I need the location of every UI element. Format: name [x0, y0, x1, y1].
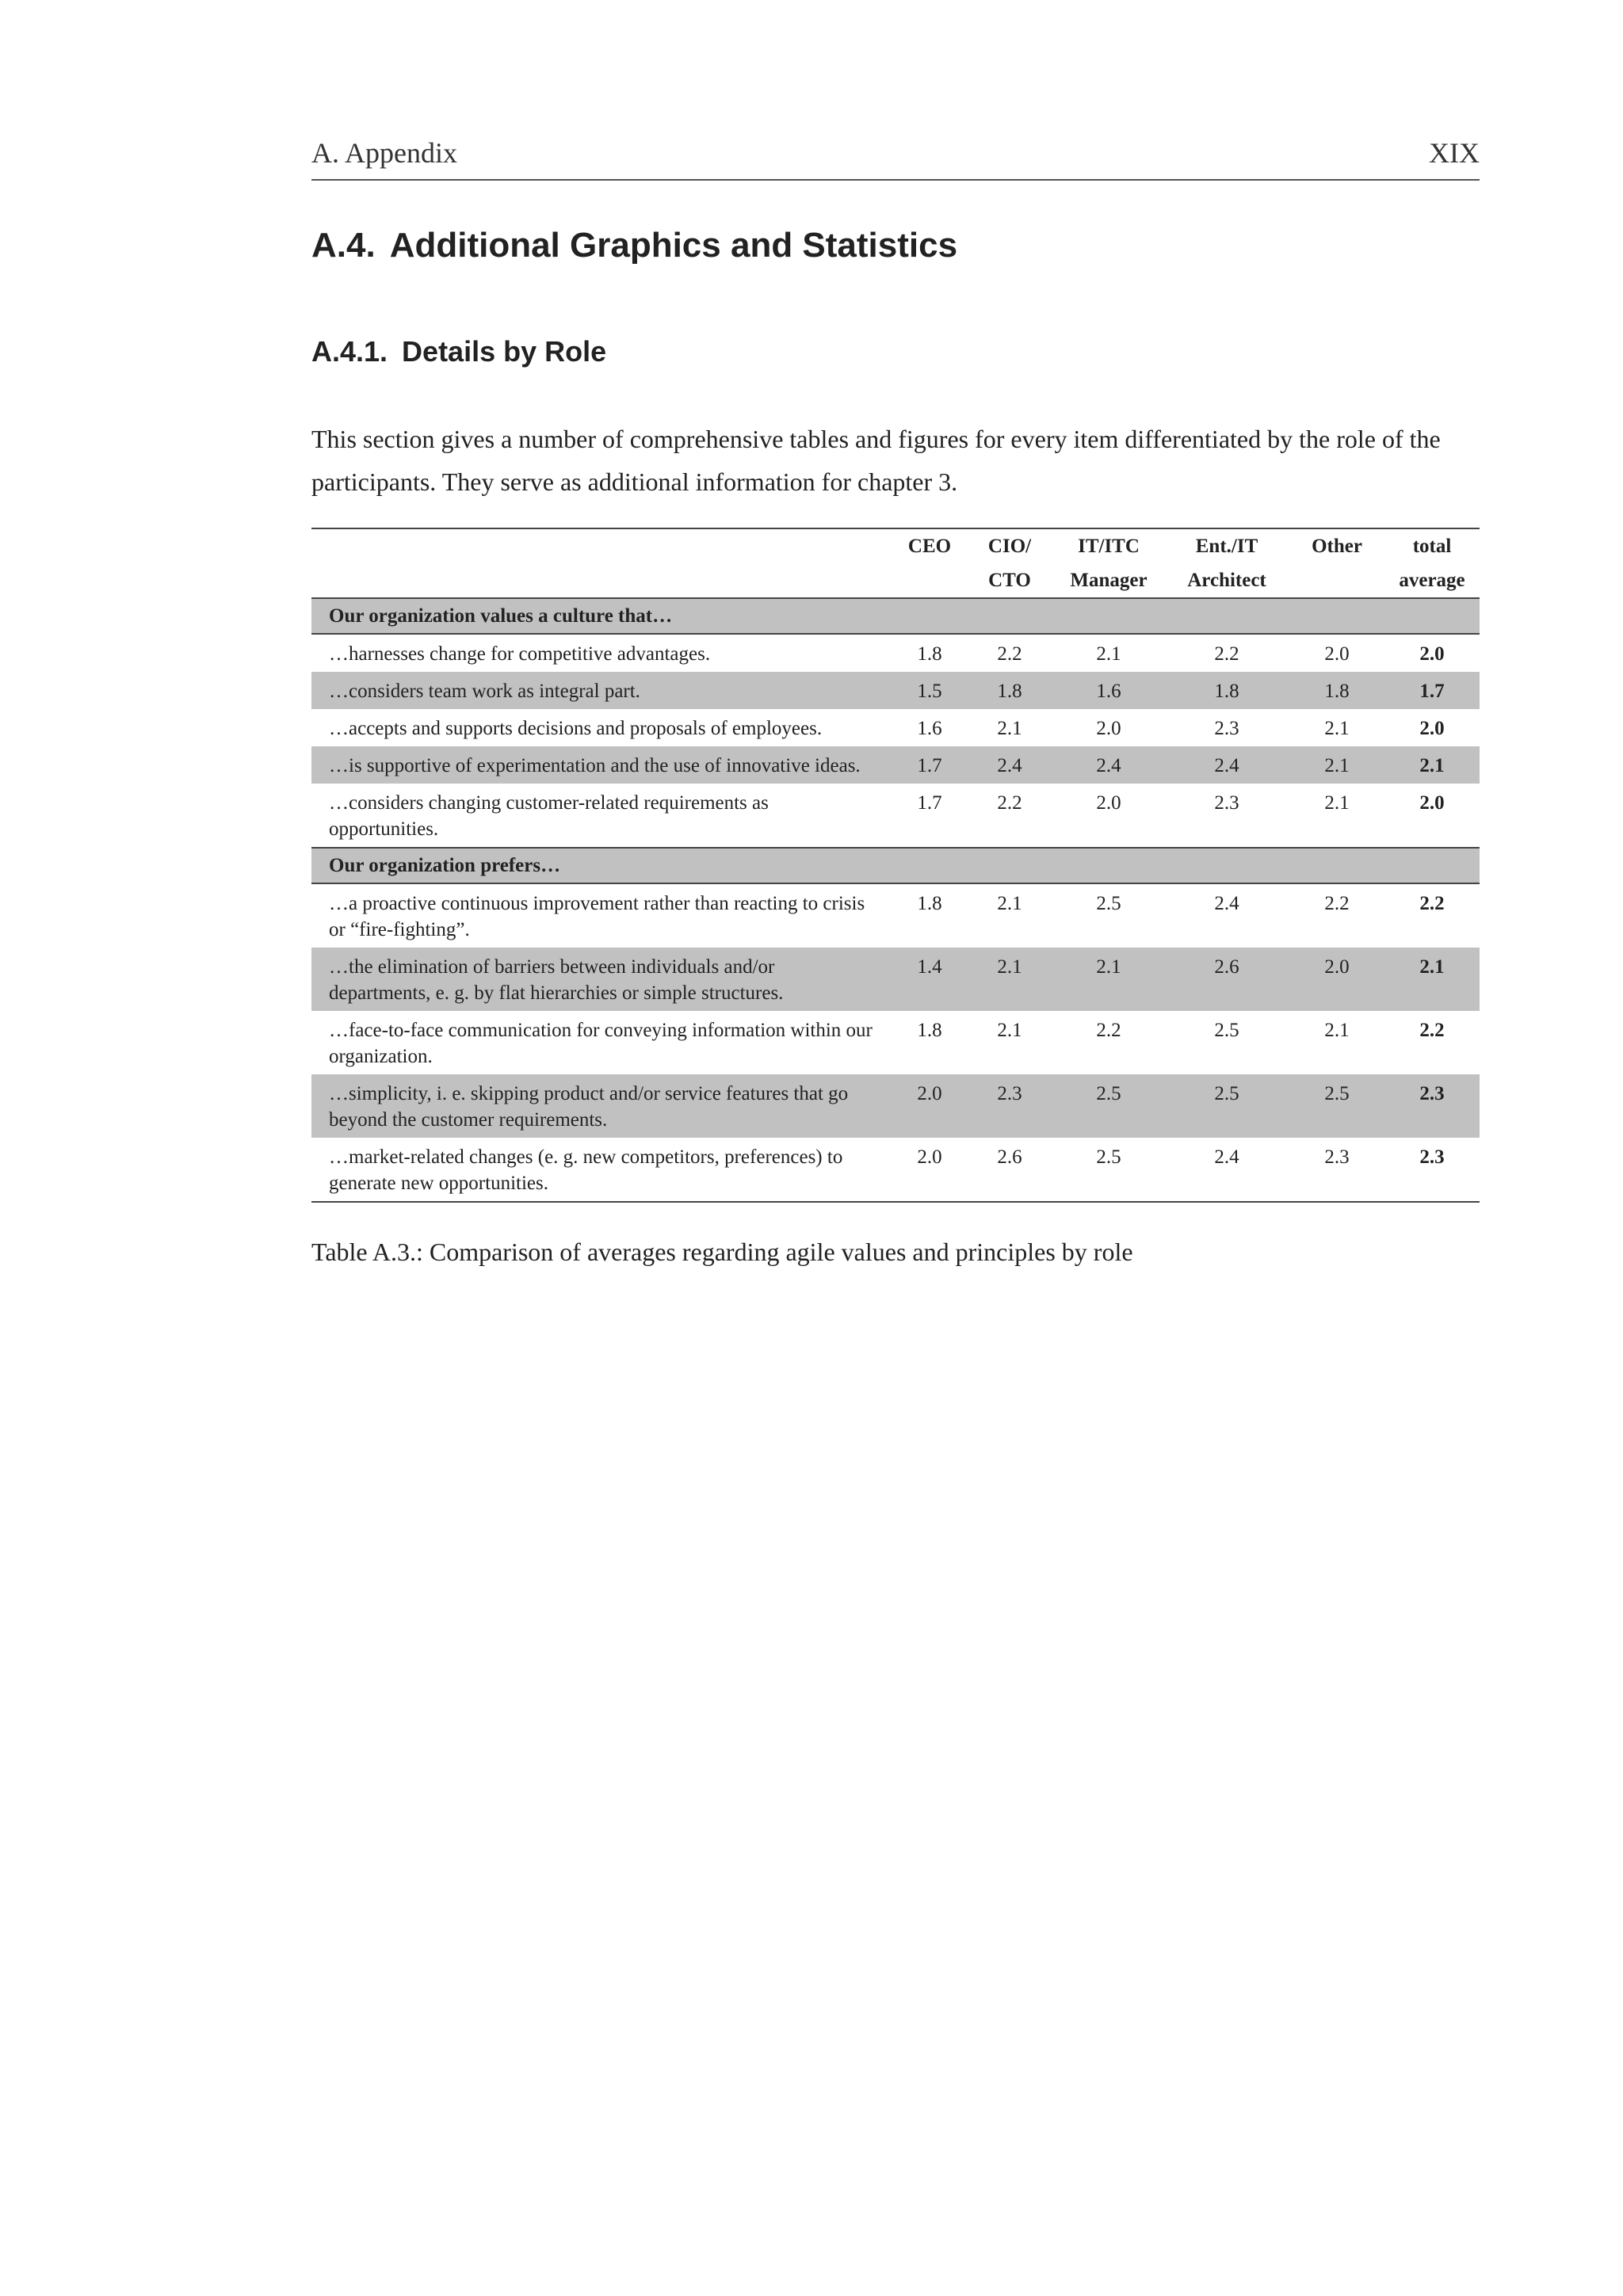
section-number: A.4.	[311, 226, 376, 265]
header-cell: Ent./IT	[1164, 528, 1289, 563]
value-cell: 2.3	[1214, 792, 1239, 814]
item-label: …a proactive continuous improvement rather than reacting to crisis or “fire-fighting”.	[329, 893, 865, 940]
value-cell: 2.1	[997, 893, 1022, 914]
header-row-1	[311, 528, 1480, 563]
header-cell: CIO/	[966, 528, 1053, 563]
value-cell: 1.7	[917, 792, 942, 814]
header-cell-item	[311, 528, 893, 563]
value-cell: 2.4	[1053, 746, 1164, 784]
group-header-row	[311, 598, 1480, 634]
table-row	[311, 1074, 1480, 1138]
section-title: Additional Graphics and Statistics	[389, 226, 958, 265]
value-cell: 2.3	[1214, 718, 1239, 739]
header-cell: Manager	[1053, 563, 1164, 598]
header-cell: Other	[1289, 528, 1384, 563]
running-header-chapter: A. Appendix	[311, 137, 457, 169]
group-header-row	[311, 848, 1480, 883]
header-cell: Architect	[1164, 563, 1289, 598]
table-row	[311, 784, 1480, 848]
subsection-heading	[311, 335, 606, 368]
item-label: …accepts and supports decisions and proposals of employees.	[329, 718, 823, 739]
section-heading	[311, 226, 957, 265]
value-cell: 2.0	[1289, 948, 1384, 1011]
value-cell: 1.8	[1289, 672, 1384, 709]
table-container	[311, 528, 1480, 1203]
table-row	[311, 672, 1480, 709]
item-label: …face-to-face communication for conveying information within our organization.	[329, 1020, 873, 1067]
total-average-cell: 2.1	[1384, 746, 1480, 784]
header-row-2	[311, 563, 1480, 598]
value-cell: 2.2	[997, 643, 1022, 665]
comparison-table	[311, 528, 1480, 1203]
item-label: …considers team work as integral part.	[311, 672, 893, 709]
value-cell: 1.4	[893, 948, 966, 1011]
value-cell: 2.0	[1324, 643, 1350, 665]
value-cell: 2.5	[1214, 1020, 1239, 1041]
total-average-cell: 2.0	[1419, 718, 1445, 739]
total-average-cell: 2.2	[1419, 893, 1445, 914]
value-cell: 2.1	[1324, 1020, 1350, 1041]
table-row	[311, 709, 1480, 746]
header-cell-item	[311, 563, 893, 598]
value-cell: 1.8	[917, 643, 942, 665]
total-average-cell: 2.2	[1419, 1020, 1445, 1041]
item-label: …the elimination of barriers between individuals and/or departments, e. g. by flat hierarchies or simple structures.	[311, 948, 893, 1011]
header-cell	[1289, 563, 1384, 598]
value-cell: 2.6	[966, 1138, 1053, 1202]
value-cell: 2.1	[1053, 948, 1164, 1011]
value-cell: 1.5	[893, 672, 966, 709]
item-label: …is supportive of experimentation and the use of innovative ideas.	[311, 746, 893, 784]
value-cell: 2.1	[997, 1020, 1022, 1041]
value-cell: 2.2	[1096, 1020, 1121, 1041]
value-cell: 1.7	[893, 746, 966, 784]
value-cell: 2.0	[1096, 792, 1121, 814]
value-cell: 1.6	[917, 718, 942, 739]
value-cell: 2.5	[1053, 1138, 1164, 1202]
header-cell: IT/ITC	[1053, 528, 1164, 563]
table-body	[311, 598, 1480, 1202]
table-row	[311, 746, 1480, 784]
value-cell: 2.5	[1053, 1074, 1164, 1138]
value-cell: 2.0	[893, 1074, 966, 1138]
group-title: Our organization values a culture that…	[311, 598, 1480, 634]
value-cell: 2.1	[966, 948, 1053, 1011]
value-cell: 2.1	[1096, 643, 1121, 665]
total-average-cell: 2.0	[1419, 792, 1445, 814]
header-cell: total	[1384, 528, 1480, 563]
value-cell: 2.5	[1096, 893, 1121, 914]
value-cell: 2.1	[1324, 718, 1350, 739]
intro-paragraph: This section gives a number of comprehensive tables and figures for every item differentiated by the role of the participants. They serve as additional information for chapter 3.	[311, 425, 1441, 496]
value-cell: 2.6	[1164, 948, 1289, 1011]
total-average-cell: 1.7	[1384, 672, 1480, 709]
item-label: …simplicity, i. e. skipping product and/or service features that go beyond the customer requirements.	[311, 1074, 893, 1138]
item-label: …considers changing customer-related requirements as opportunities.	[329, 792, 769, 840]
table-row	[311, 1138, 1480, 1202]
table-caption: Table A.3.: Comparison of averages regarding agile values and principles by role	[311, 1238, 1133, 1266]
value-cell: 2.3	[1289, 1138, 1384, 1202]
value-cell: 1.8	[1164, 672, 1289, 709]
value-cell: 1.8	[917, 893, 942, 914]
value-cell: 2.2	[1324, 893, 1350, 914]
subsection-number: A.4.1.	[311, 335, 388, 368]
subsection-title: Details by Role	[402, 335, 607, 368]
value-cell: 2.0	[1096, 718, 1121, 739]
table-row	[311, 1011, 1480, 1074]
total-average-cell: 2.0	[1419, 643, 1445, 665]
group-title: Our organization prefers…	[311, 848, 1480, 883]
page-number: XIX	[1429, 137, 1480, 169]
header-cell: CTO	[966, 563, 1053, 598]
running-header	[311, 133, 1480, 181]
item-label: …market-related changes (e. g. new competitors, preferences) to generate new opportunities.	[311, 1138, 893, 1202]
value-cell: 2.1	[1289, 746, 1384, 784]
table-row	[311, 948, 1480, 1011]
value-cell: 2.3	[966, 1074, 1053, 1138]
value-cell: 2.4	[966, 746, 1053, 784]
table-row	[311, 634, 1480, 672]
total-average-cell: 2.3	[1384, 1074, 1480, 1138]
value-cell: 1.6	[1053, 672, 1164, 709]
total-average-cell: 2.3	[1384, 1138, 1480, 1202]
value-cell: 2.5	[1289, 1074, 1384, 1138]
value-cell: 2.1	[997, 718, 1022, 739]
value-cell: 2.4	[1214, 893, 1239, 914]
header-cell: average	[1384, 563, 1480, 598]
value-cell: 2.0	[893, 1138, 966, 1202]
table-row	[311, 883, 1480, 948]
total-average-cell: 2.1	[1384, 948, 1480, 1011]
value-cell: 2.5	[1164, 1074, 1289, 1138]
value-cell: 2.4	[1164, 1138, 1289, 1202]
value-cell: 1.8	[917, 1020, 942, 1041]
header-cell: CEO	[893, 528, 966, 563]
value-cell: 2.2	[997, 792, 1022, 814]
item-label: …harnesses change for competitive advantages.	[329, 643, 711, 665]
value-cell: 2.1	[1324, 792, 1350, 814]
header-cell	[893, 563, 966, 598]
table-header	[311, 528, 1480, 598]
value-cell: 1.8	[966, 672, 1053, 709]
value-cell: 2.2	[1214, 643, 1239, 665]
value-cell: 2.4	[1164, 746, 1289, 784]
